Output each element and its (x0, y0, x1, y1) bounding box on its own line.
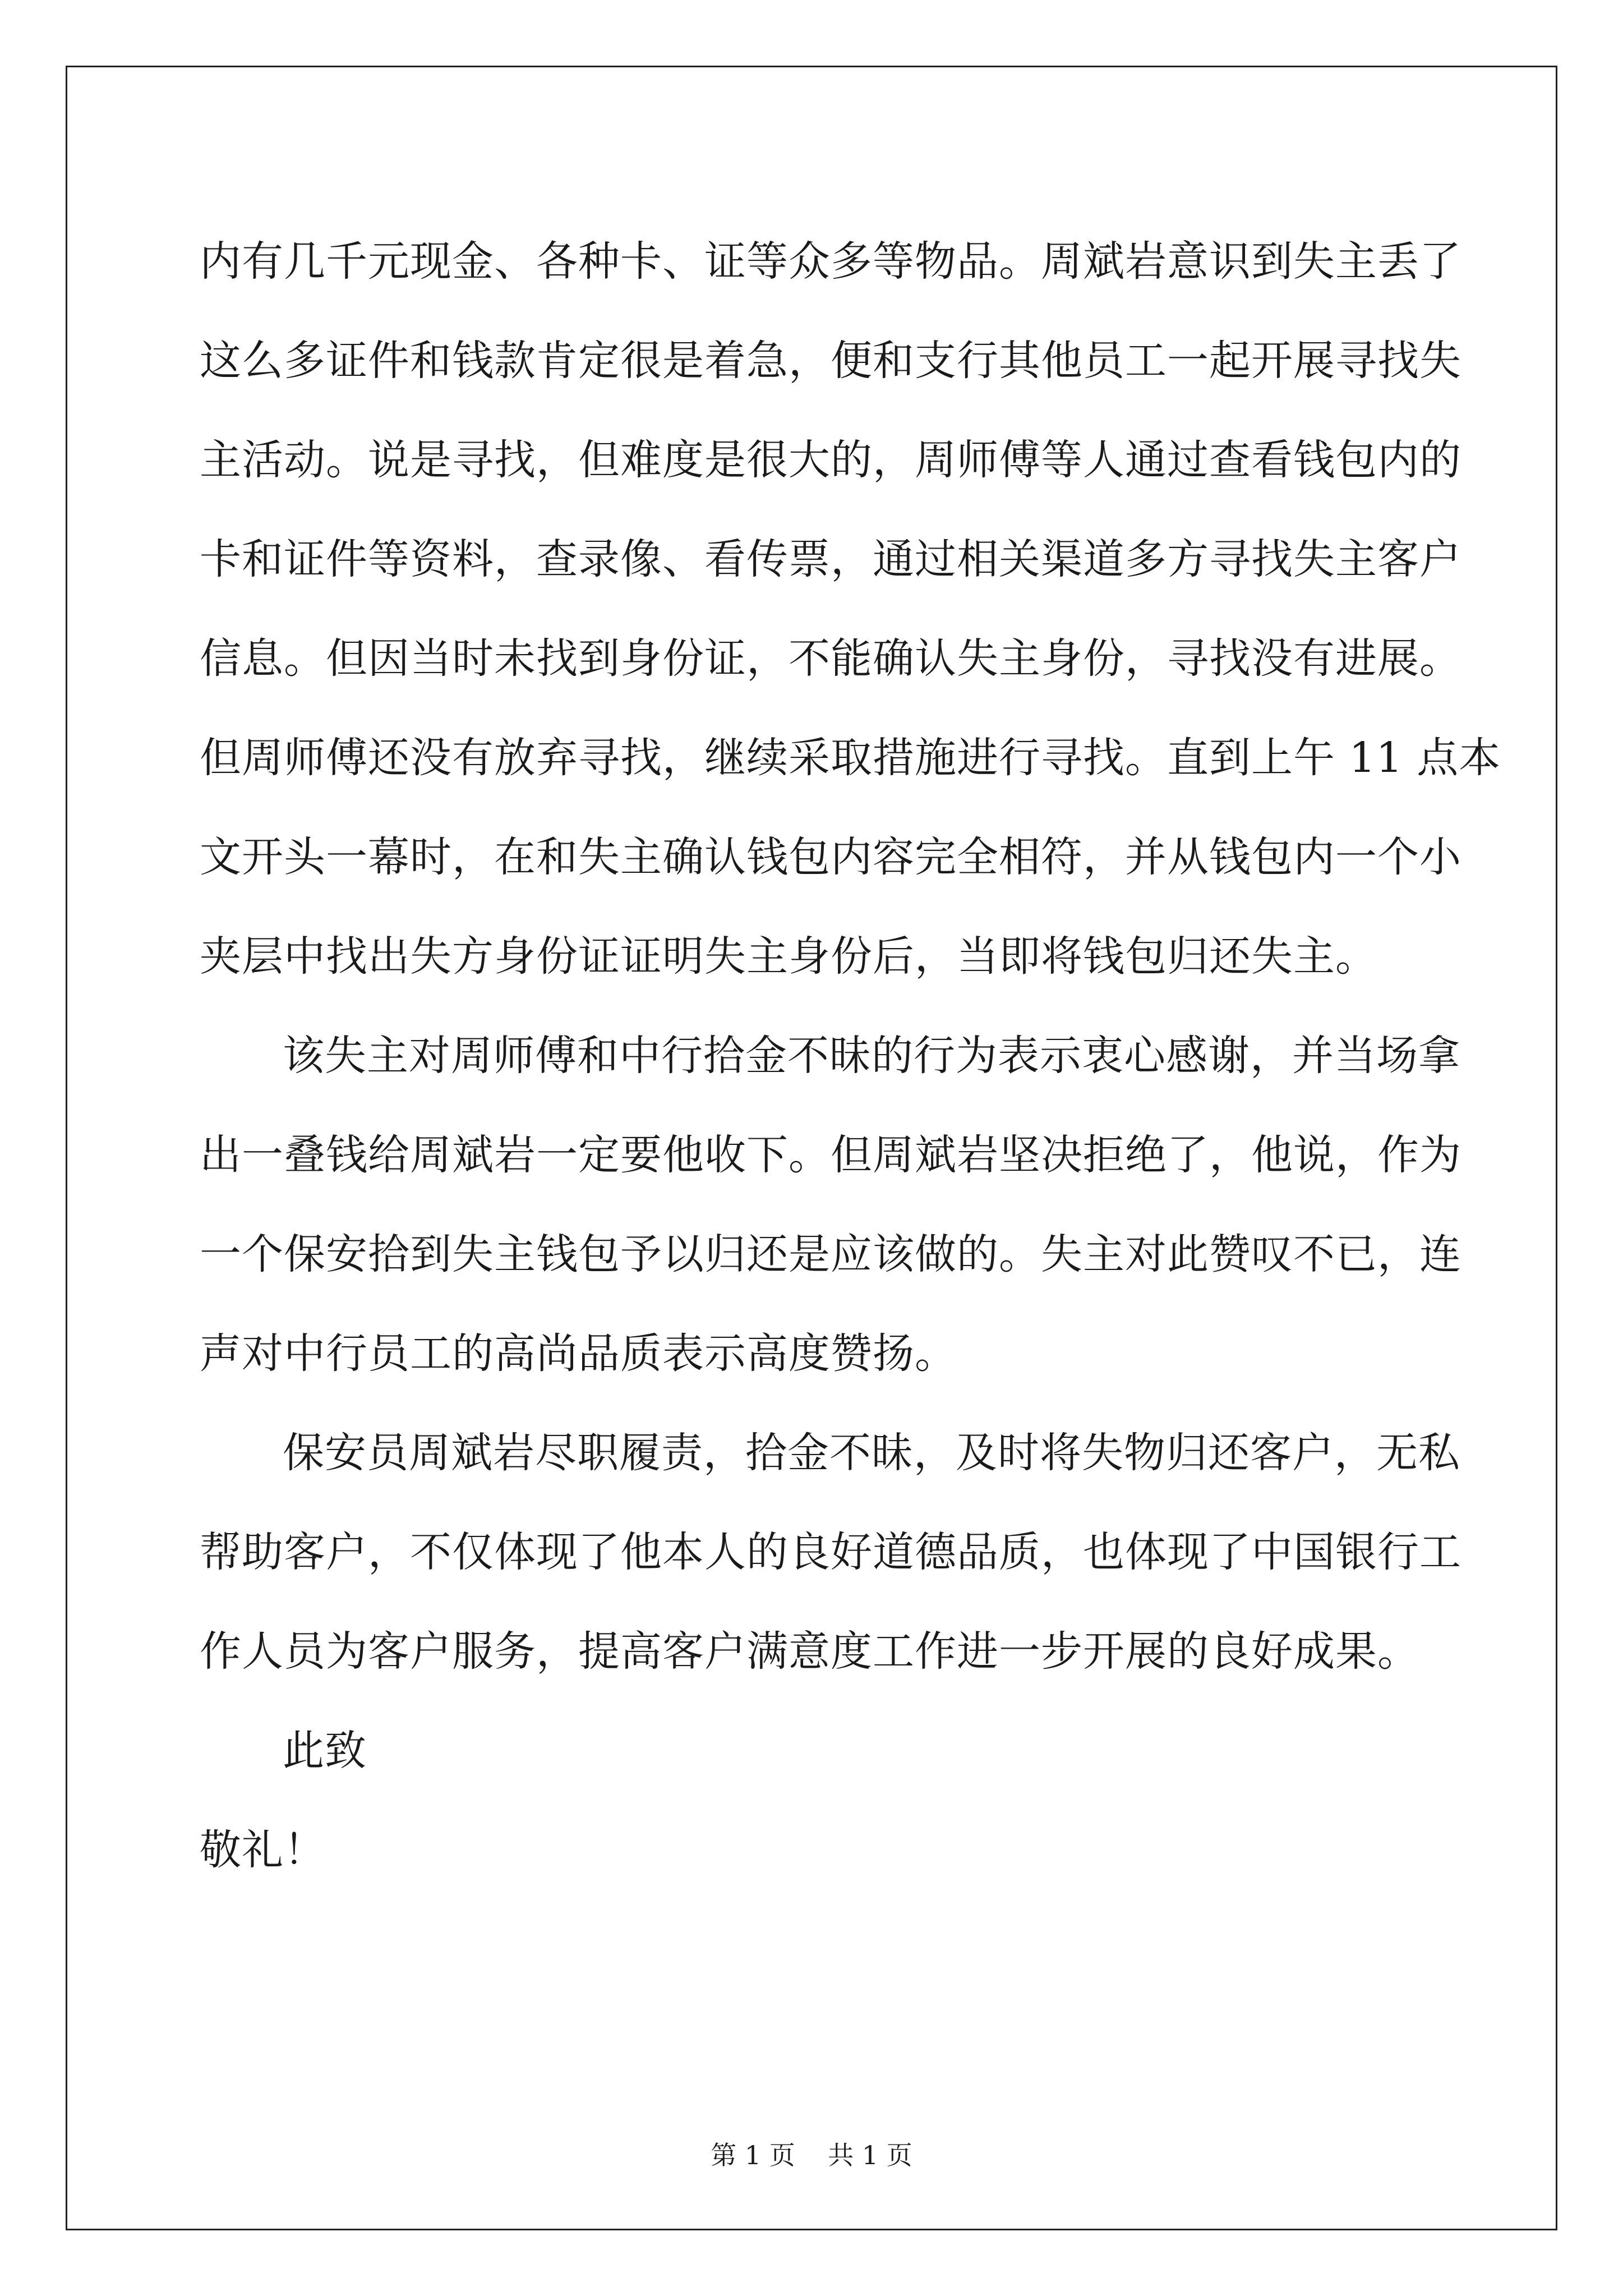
closing-salutation: 此致 (283, 1727, 367, 1775)
page-number-footer: 第 1 页 共 1 页 (711, 2140, 912, 2170)
closing-regards: 敬礼！ (200, 1826, 326, 1874)
text-line: 声对中行员工的高尚品质表示高度赞扬。 (200, 1329, 957, 1378)
text-line: 作人员为客户服务，提高客户满意度工作进一步开展的良好成果。 (200, 1627, 1419, 1676)
text-line: 夹层中找出失方身份证证明失主身份后，当即将钱包归还失主。 (200, 932, 1377, 981)
text-line: 信息。但因当时未找到身份证，不能确认失主身份，寻找没有进展。 (200, 634, 1461, 683)
text-line: 出一叠钱给周斌岩一定要他收下。但周斌岩坚决拒绝了，他说，作为 (200, 1131, 1461, 1179)
text-line: 文开头一幕时，在和失主确认钱包内容完全相符，并从钱包内一个小 (200, 833, 1461, 881)
text-line: 帮助客户，不仅体现了他本人的良好道德品质，也体现了中国银行工 (200, 1528, 1461, 1576)
text-line: 这么多证件和钱款肯定很是着急，便和支行其他员工一起开展寻找失 (200, 337, 1461, 385)
text-line: 保安员周斌岩尽职履责，拾金不昧，及时将失物归还客户，无私 (283, 1429, 1460, 1477)
document-body (200, 212, 1501, 1900)
text-line: 内有几千元现金、各种卡、证等众多等物品。周斌岩意识到失主丢了 (200, 237, 1461, 286)
text-line: 一个保安拾到失主钱包予以归还是应该做的。失主对此赞叹不已，连 (200, 1230, 1461, 1278)
text-line: 但周师傅还没有放弃寻找，继续采取措施进行寻找。直到上午 11 点本 (200, 734, 1501, 782)
text-line: 卡和证件等资料，查录像、看传票，通过相关渠道多方寻找失主客户 (200, 535, 1461, 583)
text-line: 该失主对周师傅和中行拾金不昧的行为表示衷心感谢，并当场拿 (283, 1032, 1460, 1080)
text-line: 主活动。说是寻找，但难度是很大的，周师傅等人通过查看钱包内的 (200, 436, 1461, 484)
